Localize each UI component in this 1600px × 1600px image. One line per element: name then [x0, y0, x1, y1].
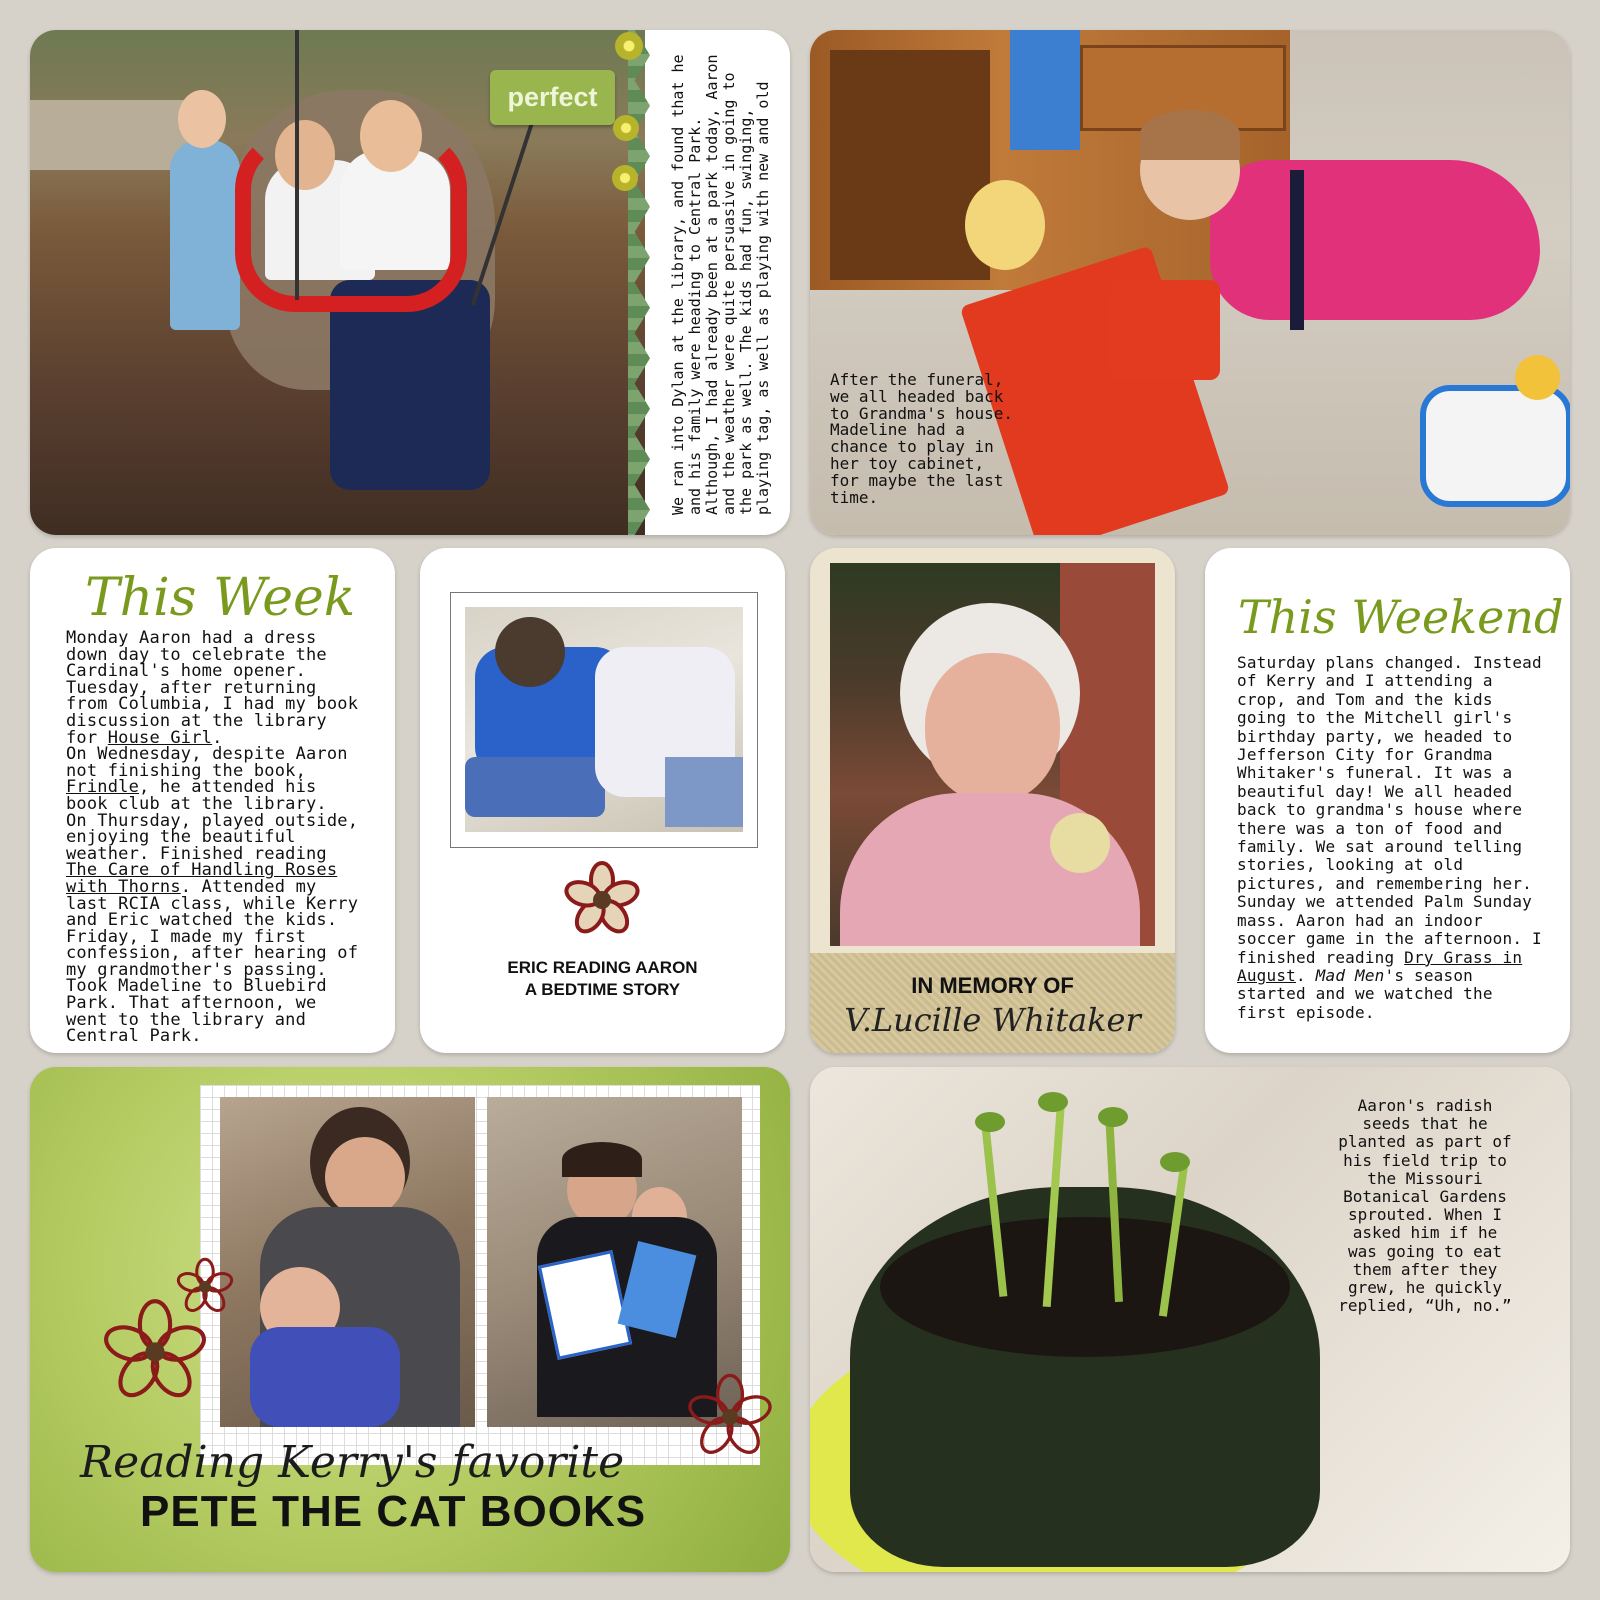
card-in-memory — [810, 548, 1175, 1053]
book-title-frindle: Frindle — [66, 777, 140, 798]
this-week-friday: Friday, I made my first confession, after hearing of my grandmother's passing. Took Madeline to Bluebird Park. That afternoon, we went to the library and Central Park. — [66, 926, 359, 1047]
book-title-dry-grass: Dry Grass in August — [1237, 947, 1523, 985]
bedtime-photo-frame — [450, 592, 758, 848]
card-this-weekend — [1205, 548, 1570, 1053]
sequin — [613, 115, 639, 141]
card-bedtime-story — [420, 548, 785, 1053]
radish-caption: Aaron's radish seeds that he planted as part of his field trip to the Missouri Botanical Gardens sprouted. When I asked him if he was going to eat them after they grew, he quickly replied, “Uh, no.” — [1338, 1096, 1512, 1316]
flower-embellishment — [562, 860, 642, 940]
text-run: , he attended his book club at the library. — [66, 777, 327, 814]
funeral-play-caption: After the funeral, we all headed back to Grandma's house. Madeline had a chance to play in her toy cabinet, for maybe the last time. — [830, 370, 1014, 507]
memory-label — [810, 953, 1175, 1053]
bedtime-photo — [465, 607, 743, 832]
book-title-house-girl: House Girl — [107, 727, 213, 748]
card-this-week — [30, 548, 395, 1053]
card-pete-the-cat — [30, 1067, 790, 1572]
this-week-wednesday — [66, 746, 366, 812]
text-run: . Attended my last RCIA class, while Kerry and Eric watched the kids. — [66, 876, 359, 931]
card-radish — [810, 1067, 1570, 1572]
this-weekend-sunday — [1237, 893, 1542, 1022]
memory-line2: V.Lucille Whitaker — [844, 1001, 1141, 1039]
show-title-mad-men: Mad Men — [1315, 965, 1385, 985]
park-journal: We ran into Dylan at the library, and found that he and his family were heading to Central Park. Although, I had already been at a park today, Aaron and the weather were quite persuasive in going to the park as well. The kids had fun, swinging, playing tag, as well as playing with new and old — [669, 54, 772, 515]
this-week-monday: Monday Aaron had a dress down day to celebrate the Cardinal's home opener. — [66, 628, 327, 682]
this-weekend-saturday: Saturday plans changed. Instead of Kerry and I attending a crop, and Tom and the kids going to the Mitchell girl's birthday party, we headed to Jefferson City for Grandma Whitaker's funeral. It was a beautiful day! We all headed back to grandma's house where there was a ton of food and family. We sat around telling stories, looking at old pictures, and remembering her. — [1237, 653, 1542, 893]
text-run: Tuesday, after returning from Columbia, I had my book discussion at the library for — [66, 677, 359, 748]
card-park — [30, 30, 790, 535]
text-run: . — [212, 727, 223, 748]
sequin — [615, 32, 643, 60]
text-run: On Thursday, played outside, enjoying the beautiful weather. Finished reading — [66, 810, 359, 864]
this-week-journal — [66, 630, 366, 1045]
book-title-roses: The Care of Handling Roses with Thorns — [66, 860, 338, 897]
perfect-tag-label: perfect — [507, 82, 598, 112]
grandma-portrait — [830, 563, 1155, 946]
this-week-thursday — [66, 810, 366, 931]
red-flower-small — [175, 1257, 235, 1317]
reading-photo-left — [220, 1097, 475, 1427]
card-funeral-play — [810, 30, 1570, 535]
this-weekend-journal — [1237, 654, 1542, 1022]
text-run: 's season started and we watched the first episode. — [1237, 965, 1493, 1022]
sequin — [612, 165, 638, 191]
text-run: On Wednesday, despite Aaron not finishing the book, — [66, 744, 348, 781]
perfect-tag — [490, 70, 615, 125]
pete-script-title: Reading Kerry's favorite — [80, 1437, 625, 1488]
bedtime-caption-line2: A BEDTIME STORY — [524, 980, 681, 999]
this-weekend-title: This Weekend — [1238, 590, 1564, 644]
this-week-title: This Week — [85, 568, 356, 628]
this-week-tuesday — [66, 677, 366, 748]
text-run: . — [1296, 965, 1316, 985]
text-run: Sunday we attended Palm Sunday mass. Aaron had an indoor soccer game in the afternoon. I finished reading — [1237, 892, 1542, 967]
bedtime-caption-line1: ERIC READING AARON — [507, 958, 698, 977]
pete-caps-title: PETE THE CAT BOOKS — [140, 1487, 647, 1536]
memory-line1: IN MEMORY OF — [911, 973, 1074, 998]
